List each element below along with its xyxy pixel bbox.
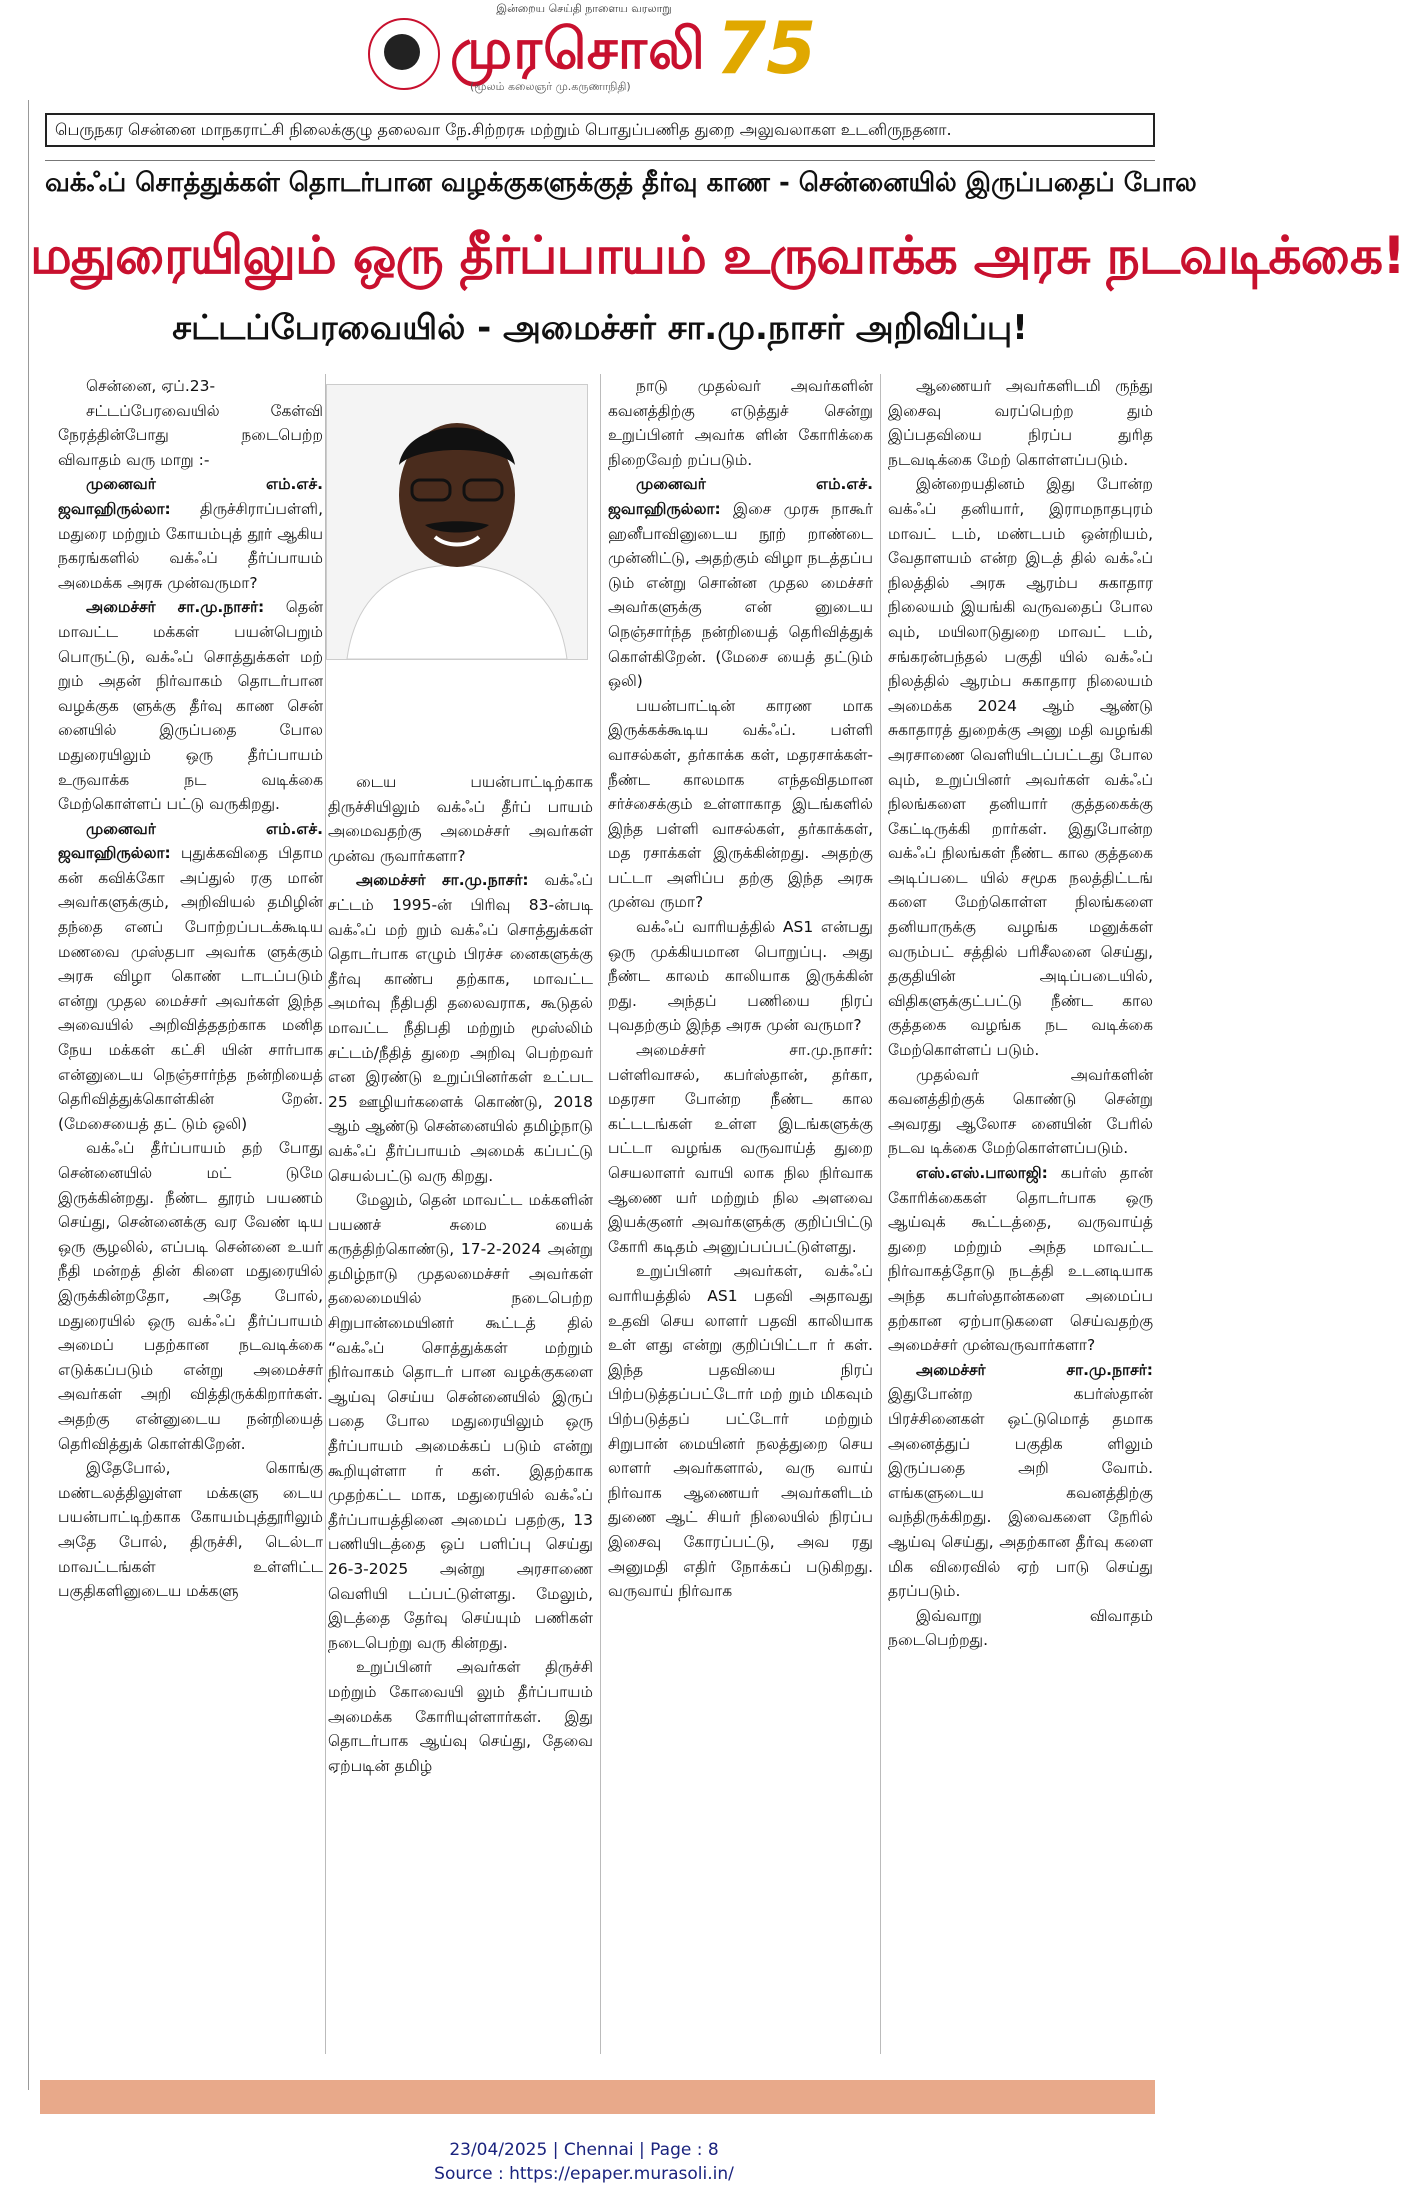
paragraph [58, 1136, 323, 1456]
column-divider [325, 374, 326, 2054]
paragraph-text: தென் மாவட்ட மக்கள் பயன்பெறும் பொருட்டு, வக்ஃப் சொத்துக்கள் மற் றும் அதன் நிர்வாகம் தொடர்பான வழக்குக ளுக்கு தீர்வு காண சென் னையில் இருப்பதை போல மதுரையிலும் ஒரு தீர்ப்பாயம் உருவாக்க நட வடிக்கை மேற்கொள்ளப் பட்டு வருகிறது. [58, 598, 323, 814]
emblem-inner-icon [384, 34, 420, 70]
anniversary-badge: 75 [716, 6, 817, 90]
paragraph-text: இன்றையதினம் இது போன்ற வக்ஃப் தனியார், இராமநாதபுரம் மாவட் டம், மண்டபம் ஒன்றியம், வேதாளயம் என்ற இடத் தில் வக்ஃப் நிலத்தில் அரசு ஆரம்ப சுகாதார நிலையம் இயங்கி வருவதைப் போல வும், மயிலாடுதுறை மாவட் டம், சங்கரன்பந்தல் பகுதி யில் வக்ஃப் நிலத்தில் ஆரம்ப சுகாதார நிலையம் அமைக்க 2024 ஆம் ஆண்டு சுகாதாரத் துறைக்கு அனு மதி வழங்கி அரசாணை வெளியிடப்பட்டது போல வும், உறுப்பினர் அவர்கள் வக்ஃப் நிலங்களை தனியார் குத்தகைக்கு கேட்டிருக்கி றார்கள். இதுபோன்ற வக்ஃப் நிலங்கள் நீண்ட கால குத்தகை அடிப்படை யில் சமூக நலத்திட்டங் களை மேற்கொள்ள நிலங்களை தனியாருக்கு வழங்க மனுக்கள் வரும்பட் சத்தில் பரிசீலனை செய்து, தகுதியின் அடிப்படையில், விதிகளுக்குட்பட்டு நீண்ட கால குத்தகை வழங்க நட வடிக்கை மேற்கொள்ளப் படும். [888, 475, 1153, 1060]
paragraph [608, 374, 873, 472]
speaker-name: அமைச்சர் சா.மு.நாசர்: [916, 1360, 1153, 1379]
paragraph [328, 770, 593, 868]
paragraph [58, 1456, 323, 1604]
paragraph [608, 472, 873, 693]
paragraph-text: இதுபோன்ற கபர்ஸ்தான் பிரச்சினைகள் ஒட்டுமொத் தமாக அனைத்துப் பகுதிக ளிலும் இருப்பதை அறி வோம். எங்களுடைய கவனத்திற்கு வந்திருக்கிறது. இவைகளை நேரில் ஆய்வு செய்து, அதற்கான தீர்வு களை மிக விரைவில் ஏற் பாடு செய்து தரப்படும். [888, 1385, 1153, 1601]
adjacent-column-edge [0, 100, 29, 2090]
paragraph-text: திருச்சிராப்பள்ளி, மதுரை மற்றும் கோயம்புத் தூர் ஆகிய நகரங்களில் வக்ஃப் தீர்ப்பாயம் அமைக்க அரசு முன்வருமா? [58, 499, 323, 592]
paragraph [888, 1161, 1153, 1358]
paragraph-text: அமைச்சர் சா.மு.நாசர்: பள்ளிவாசல், கபர்ஸ்தான், தர்கா, மதரசா போன்ற நீண்ட கால கட்டடங்கள் உள்ள இடங்களுக்கு பட்டா வழங்க வருவாய்த் துறை செயலாளர் வாயி லாக நில நிர்வாக ஆணை யர் மற்றும் நில அளவை இயக்குனர் அவர்களுக்கு குறிப்பிட்டு கோரி கடிதம் அனுப்பப்பட்டுள்ளது. [608, 1041, 873, 1256]
paragraph-text: கபர்ஸ் தான் கோரிக்கைகள் தொடர்பாக ஒரு ஆய்வுக் கூட்டத்தை, வருவாய்த் துறை மற்றும் அந்த மாவட்ட நிர்வாகத்தோடு நடத்தி உடனடியாக அந்த கபர்ஸ்தான்களை அமைப்ப தற்கான ஏற்பாடுகளை செய்வதற்கு அமைச்சர் முன்வருவார்களா? [888, 1164, 1153, 1355]
paragraph [58, 472, 323, 595]
article-column-4 [888, 374, 1153, 2054]
article-column-2 [328, 770, 593, 2060]
paragraph [888, 472, 1153, 1062]
page-footer [0, 2138, 1168, 2186]
paragraph [328, 868, 593, 1188]
speaker-name: அமைச்சர் சா.மு.நாசர்: [356, 871, 529, 890]
paragraph-text: மேலும், தென் மாவட்ட மக்களின் பயணச் சுமை யைக் கருத்திற்கொண்டு, 17-2-2024 அன்று தமிழ்நாடு முதலமைச்சர் அவர்கள் தலைமையில் நடைபெற்ற சிறுபான்மையினர் கூட்டத் தில் “வக்ஃப் சொத்துக்கள் மற்றும் நிர்வாகம் தொடர் பான வழக்குகளை ஆய்வு செய்ய சென்னையில் இருப் பதை போல மதுரையிலும் ஒரு தீர்ப்பாயம் அமைக்கப் படும் என்று கூறியுள்ளா ர் கள். இதற்காக முதற்கட்ட மாக, மதுரையில் வக்ஃப் தீர்ப்பாயத்தினை அமைப் பதற்கு, 13 பணியிடத்தை ஒப் பளிப்பு செய்து 26-3-2025 அன்று அரசாணை வெளியி டப்பட்டுள்ளது. மேலும், இடத்தை தேர்வு செய்யும் பணிகள் நடைபெற்று வரு கின்றது. [328, 1191, 593, 1652]
column-divider [880, 374, 881, 2054]
paragraph-text: இவ்வாறு விவாதம் நடைபெற்றது. [888, 1606, 1153, 1650]
speaker-name: முனைவர் எம்.எச். ஜவாஹிருல்லா: [58, 819, 323, 863]
person-icon [327, 385, 587, 659]
article-column-3 [608, 374, 873, 2054]
paragraph [58, 595, 323, 816]
paragraph-text: டைய பயன்பாட்டிற்காக திருச்சியிலும் வக்ஃப் தீர்ப் பாயம் அமைவதற்கு அமைச்சர் அவர்கள் முன்வ ருவார்களா? [328, 773, 593, 865]
paragraph-text: சட்டப்பேரவையில் கேள்வி நேரத்தின்போது நடைபெற்ற விவாதம் வரு மாறு :- [58, 401, 323, 469]
paragraph [328, 1188, 593, 1655]
paragraph-text: வக்ஃப் தீர்ப்பாயம் தற் போது சென்னையில் மட் டுமே இருக்கின்றது. நீண்ட தூரம் பயணம் செய்து, சென்னைக்கு வர வேண் டிய ஒரு சூழலில், எப்படி சென்னை உயர் நீதி மன்றத் தின் கிளை மதுரையில் இருக்கின்றதோ, அதே போல், மதுரையில் ஒரு வக்ஃப் தீர்ப்பாயம் அமைப் பதற்கான நடவடிக்கை எடுக்கப்படும் என்று அமைச்சர் அவர்கள் அறி வித்திருக்கிறார்கள். அதற்கு என்னுடைய நன்றியைத் தெரிவித்துக் கொள்கிறேன். [58, 1139, 323, 1453]
paragraph [608, 694, 873, 915]
paragraph [608, 915, 873, 1038]
paragraph [58, 399, 323, 473]
paragraph [58, 374, 323, 399]
paragraph-text: இதேபோல், கொங்கு மண்டலத்திலுள்ள மக்களு டைய பயன்பாட்டிற்காக கோயம்புத்தூரிலும் அதே போல், திருச்சி, டெல்டா மாவட்டங்கள் உள்ளிட்ட பகுதிகளினுடைய மக்களு [58, 1459, 323, 1601]
paragraph-text: முதல்வர் அவர்களின் கவனத்திற்குக் கொண்டு சென்று அவரது ஆலோச னையின் பேரில் நடவ டிக்கை மேற்கொள்ளப்படும். [888, 1065, 1153, 1158]
masthead-subtitle: (மூலம் கலைஞர் மு.கருணாநிதி) [470, 80, 631, 93]
paragraph-text: வக்ஃப் வாரியத்தில் AS1 என்பது ஒரு முக்கியமான பொறுப்பு. அது நீண்ட காலம் காலியாக இருக்கின் றது. அந்தப் பணியை நிரப் புவதற்கும் இந்த அரசு முன் வருமா? [608, 918, 873, 1035]
footer-band [40, 2080, 1155, 2114]
paragraph [888, 1063, 1153, 1161]
subheadline: சட்டப்பேரவையில் - அமைச்சர் சா.மு.நாசர் அறிவிப்பு! [172, 308, 1028, 348]
paragraph-text: நாடு முதல்வர் அவர்களின் கவனத்திற்கு எடுத்துச் சென்று உறுப்பினர் அவர்க ளின் கோரிக்கை நிறைவேற் றப்படும். [608, 377, 873, 469]
paragraph [888, 1358, 1153, 1604]
paragraph-text: வக்ஃப் சட்டம் 1995-ன் பிரிவு 83-ன்படி வக்ஃப் மற் றும் வக்ஃப் சொத்துக்கள் தொடர்பாக எழும் பிரச்ச னைகளுக்கு தீர்வு காண்ப தற்காக, மாவட்ட அமர்வு நீதிபதி தலைவராக, கூடுதல் மாவட்ட நீதிபதி மற்றும் மூஸ்லிம் சட்டம்/நீதித் துறை அறிவு பெற்றவர் என இரண்டு உறுப்பினர்கள் உட்பட 25 ஊழியர்களைக் கொண்டு, 2018 ஆம் ஆண்டு சென்னையில் தமிழ்நாடு வக்ஃப் தீர்ப்பாயம் அமைக் கப்பட்டு செயல்பட்டு வரு கிறது. [328, 871, 593, 1185]
paragraph [888, 1604, 1153, 1653]
masthead-tagline: இன்றைய செய்தி நாளைய வரலாறு [496, 2, 672, 15]
paragraph-text: உறுப்பினர் அவர்கள் திருச்சி மற்றும் கோவையி லும் தீர்ப்பாயம் அமைக்க கோரியுள்ளார்கள். இது தொடர்பாக ஆய்வு செய்து, தேவை ஏற்படின் தமிழ் [328, 1658, 593, 1775]
paragraph [608, 1038, 873, 1259]
kicker-heading: வக்ஃப் சொத்துக்கள் தொடர்பான வழக்குகளுக்குத் தீர்வு காண - சென்னையில் இருப்பதைப் போல [45, 168, 1197, 198]
masthead-logo: முரசொலி [450, 17, 706, 82]
paragraph [888, 374, 1153, 472]
speaker-name: முனைவர் எம்.எச். ஜவாஹிருல்லா: [58, 475, 323, 518]
paragraph-text: ஆணையர் அவர்களிடமி ருந்து இசைவு வரப்பெற்ற தும் இப்பதவியை நிரப்ப துரித நடவடிக்கை மேற் கொள்ளப்படும். [888, 377, 1153, 469]
divider [45, 160, 1155, 161]
footer-date-page: 23/04/2025 | Chennai | Page : 8 [449, 2140, 719, 2160]
speaker-name: முனைவர் எம்.எச். ஜவாஹிருல்லா: [608, 475, 873, 518]
paragraph [58, 817, 323, 1137]
paragraph-text: சென்னை, ஏப்.23- [86, 377, 216, 395]
speaker-name: எஸ்.எஸ்.பாலாஜி: [916, 1164, 1048, 1182]
speaker-name: அமைச்சர் சா.மு.நாசர்: [86, 598, 265, 617]
minister-photo [326, 384, 588, 660]
paragraph [328, 1655, 593, 1778]
headline: மதுரையிலும் ஒரு தீர்ப்பாயம் உருவாக்க அரசு நடவடிக்கை! [30, 226, 1405, 286]
paragraph-text: புதுக்கவிதை பிதாம கன் கவிக்கோ அப்துல் ரகு மான் அவர்களுக்கும், அறிவியல் தமிழின் தந்தை எனப் போற்றப்படக்கூடிய மணவை முஸ்தபா அவர்க ளுக்கும் அரசு விழா கொண் டாடப்படும் என்று முதல மைச்சர் அவர்கள் இந்த அவையில் அறிவித்ததற்காக மனித நேய மக்கள் கட்சி யின் சார்பாக என்னுடைய நெஞ்சார்ந்த நன்றியைத் தெரிவித்துக்கொள்கின் றேன். (மேசையைத் தட் டும் ஒலி) [58, 844, 323, 1133]
paragraph-text: உறுப்பினர் அவர்கள், வக்ஃப் வாரியத்தில் AS1 பதவி அதாவது உதவி செய லாளர் பதவி காலியாக உள் ளது என்று குறிப்பிட்டா ர் கள். இந்த பதவியை நிரப் பிற்படுத்தப்பட்டோர் மற் றும் மிகவும் பிற்படுத்தப் பட்டோர் மற்றும் சிறுபான் மையினர் நலத்துறை செய லாளர் அவர்களால், வரு வாய் நிர்வாக ஆணையர் அவர்களிடம் துணை ஆட் சியர் நிலையில் நிரப்ப இசைவு கோரப்பட்டு, அவ ரது அனுமதி எதிர் நோக்கப் படுகிறது. வருவாய் நிர்வாக [608, 1262, 873, 1601]
paragraph [608, 1259, 873, 1603]
column-divider [600, 374, 601, 2054]
paragraph-text: பயன்பாட்டின் காரண மாக இருக்கக்கூடிய வக்ஃப். பள்ளி வாசல்கள், தர்காக்க கள், மதரசாக்கள்-நீண்ட காலமாக எந்தவிதமான சர்ச்சைக்கும் உள்ளாகாத இடங்களில் இந்த பள்ளி வாசல்கள், தர்காக்கள், மத ரசாக்கள் இருக்கின்றது. அதற்கு பட்டா அளிப்ப தற்கு இந்த அரசு முன்வ ருமா? [608, 696, 873, 912]
paragraph-text: இசை முரசு நாகூர் ஹனீபாவினுடைய நூற் றாண்டை முன்னிட்டு, அதற்கும் விழா நடத்தப்ப டும் என்று சொன்ன முதல மைச்சர் அவர்களுக்கு என் னுடைய நெஞ்சார்ந்த நன்றியைத் தெரிவித்துக் கொள்கிறேன். (மேசை யைத் தட்டும் ஒலி) [608, 499, 873, 691]
footer-source: Source : https://epaper.murasoli.in/ [434, 2164, 734, 2184]
article-column-1 [58, 374, 323, 2054]
photo-caption-strip: பெருநகர சென்னை மாநகராட்சி நிலைக்குழு தலைவா நே.சிற்றரசு மற்றும் பொதுப்பணித துறை அலுவலாகள உடனிருநதனா. [45, 113, 1155, 147]
